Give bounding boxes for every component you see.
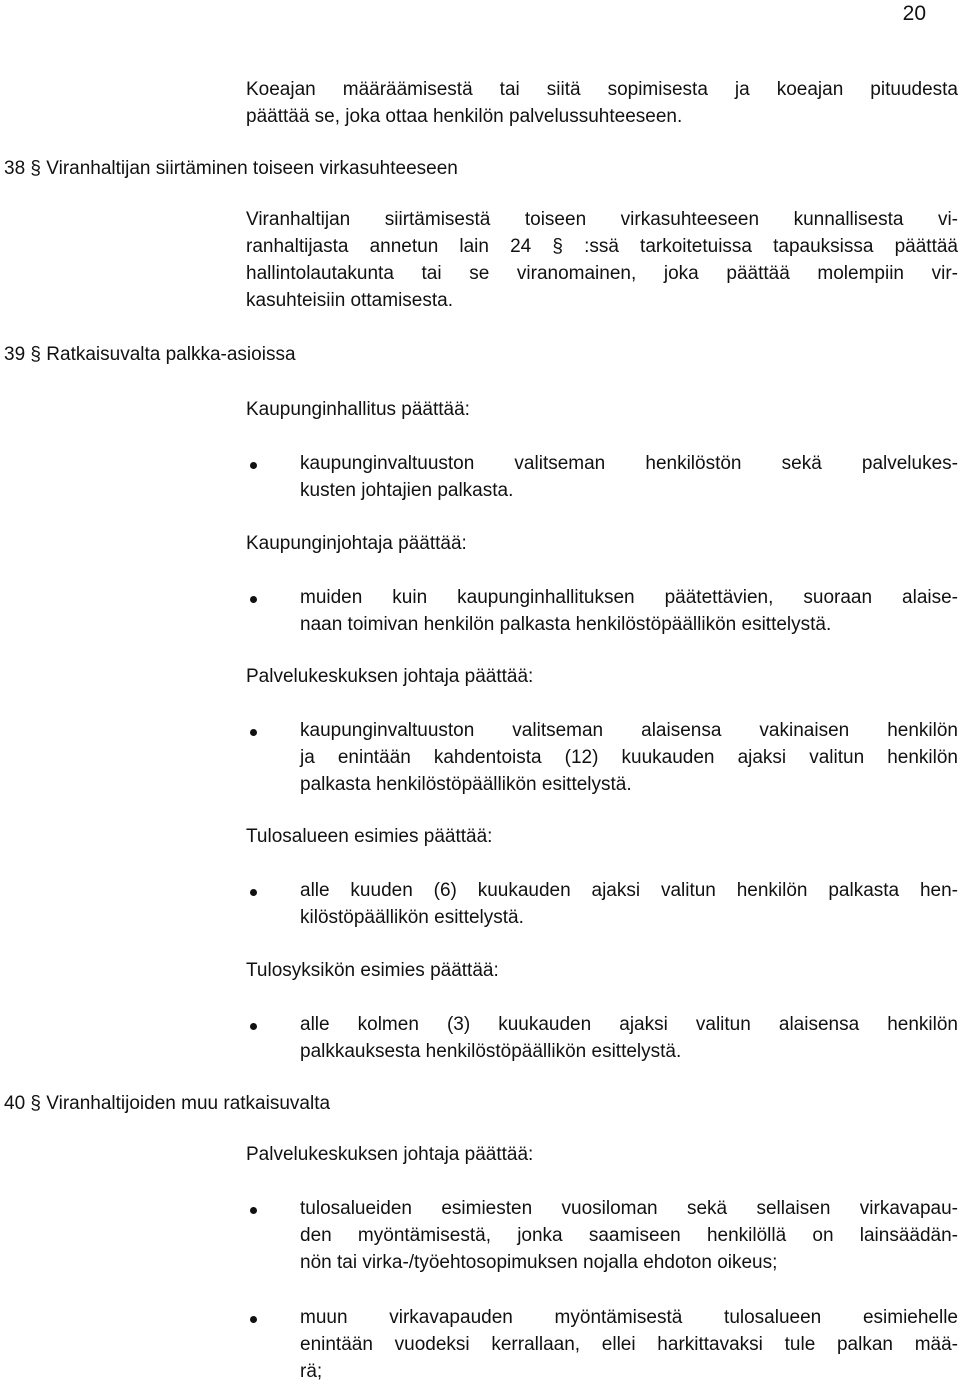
text-line: nön tai virka-/työehtosopimuksen nojalla ehdoton oikeus; [300, 1252, 778, 1273]
section-symbol: § [30, 344, 41, 365]
text-line: kilöstöpäällikön esittelystä. [300, 907, 524, 928]
list-item-text [300, 717, 958, 798]
section-title: Viranhaltijan siirtäminen toiseen virkasuhteeseen [46, 158, 458, 179]
authority-label: Tulosalueen esimies päättää: [246, 826, 493, 847]
bullet-icon [250, 729, 257, 736]
text-line: rä; [300, 1361, 323, 1382]
text-line: muun virkavapauden myöntämisestä tulosalueen esimiehelle [300, 1307, 958, 1328]
text-line: alle kolmen (3) kuukauden ajaksi valitun alaisensa henkilön [300, 1014, 958, 1035]
text-line: päättää se, joka ottaa henkilön palvelussuhteeseen. [246, 106, 683, 127]
list-item-text [300, 877, 958, 931]
authority-label: Palvelukeskuksen johtaja päättää: [246, 666, 534, 687]
section-number: 40 [4, 1093, 26, 1114]
section-38-paragraph [246, 206, 958, 314]
bullet-icon [250, 1023, 257, 1030]
page-number: 20 [902, 2, 926, 25]
section-symbol: § [30, 158, 41, 179]
list-item-text [300, 1195, 958, 1276]
text-line: kaupunginvaltuuston valitseman alaisensa vakinaisen henkilön [300, 720, 958, 741]
authority-label: Tulosyksikön esimies päättää: [246, 960, 499, 981]
section-heading-40 [4, 1090, 330, 1117]
authority-label: Palvelukeskuksen johtaja päättää: [246, 1144, 534, 1165]
bullet-icon [250, 462, 257, 469]
section-heading-39 [4, 341, 296, 368]
text-line: enintään vuodeksi kerrallaan, ellei harkittavaksi tule palkan mää- [300, 1334, 958, 1355]
bullet-icon [250, 1316, 257, 1323]
list-item-text [300, 584, 958, 638]
text-line: palkkauksesta henkilöstöpäällikön esittelystä. [300, 1041, 682, 1062]
text-line: Koeajan määräämisestä tai siitä sopimisesta ja koeajan pituudesta [246, 79, 958, 100]
text-line: kusten johtajien palkasta. [300, 480, 514, 501]
section-title: Viranhaltijoiden muu ratkaisuvalta [46, 1093, 331, 1114]
list-item-text [300, 1304, 958, 1385]
section-symbol: § [30, 1093, 41, 1114]
text-line: hallintolautakunta tai se viranomainen, joka päättää molempiin vir- [246, 263, 958, 284]
text-line: alle kuuden (6) kuukauden ajaksi valitun henkilön palkasta hen- [300, 880, 958, 901]
text-line: naan toimivan henkilön palkasta henkilöstöpäällikön esittelystä. [300, 614, 832, 635]
text-line: den myöntämisestä, jonka saamiseen henkilöllä on lainsäädän- [300, 1225, 958, 1246]
text-line: kaupunginvaltuuston valitseman henkilöstön sekä palvelukes- [300, 453, 958, 474]
text-line: palkasta henkilöstöpäällikön esittelystä. [300, 774, 632, 795]
section-number: 38 [4, 158, 26, 179]
authority-label: Kaupunginhallitus päättää: [246, 399, 470, 420]
bullet-icon [250, 596, 257, 603]
text-line: ranhaltijasta annetun lain 24 § :ssä tarkoitetuissa tapauksissa päättää [246, 236, 958, 257]
text-line: muiden kuin kaupunginhallituksen päätettävien, suoraan alaise- [300, 587, 958, 608]
section-title: Ratkaisuvalta palkka-asioissa [46, 344, 296, 365]
bullet-icon [250, 1207, 257, 1214]
list-item-text [300, 450, 958, 504]
list-item-text [300, 1011, 958, 1065]
intro-paragraph [246, 76, 958, 130]
text-line: Viranhaltijan siirtämisestä toiseen virkasuhteeseen kunnallisesta vi- [246, 209, 958, 230]
text-line: ja enintään kahdentoista (12) kuukauden ajaksi valitun henkilön [300, 747, 958, 768]
bullet-icon [250, 889, 257, 896]
text-line: kasuhteisiin ottamisesta. [246, 290, 453, 311]
section-heading-38 [4, 155, 458, 182]
text-line: tulosalueiden esimiesten vuosiloman sekä sellaisen virkavapau- [300, 1198, 958, 1219]
section-number: 39 [4, 344, 26, 365]
authority-label: Kaupunginjohtaja päättää: [246, 533, 467, 554]
